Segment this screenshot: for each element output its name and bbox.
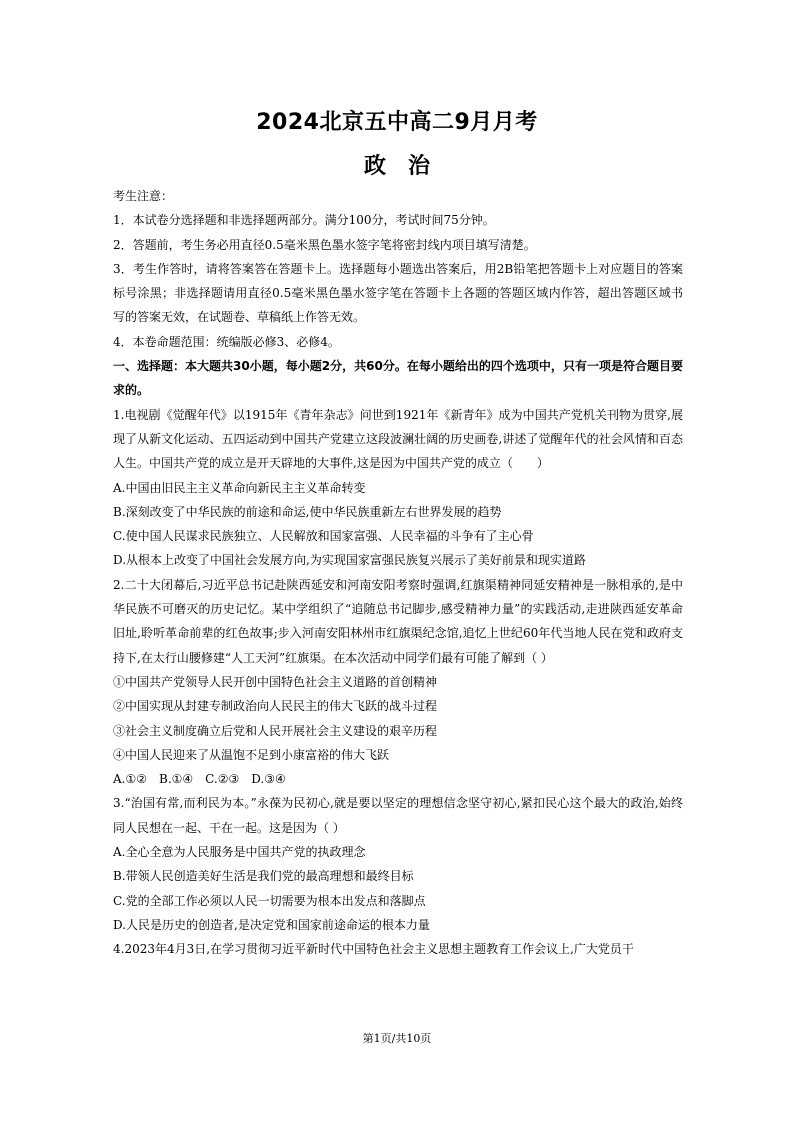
question-2-stem: 2.二十大闭幕后,习近平总书记赴陕西延安和河南安阳考察时强调,红旗渠精神同延安精神是一脉相承的,是中华民族不可磨灭的历史记忆。某中学组织了“追随总书记脚步,感受精神力量”的实践活动,走进陕西延安革命旧址,聆听革命前辈的红色故事;步入河南安阳林州市红旗渠纪念馆,追忆上世纪60年代当地人民在党和政府支持下,在太行山腰修建“人工天河”红旗渠。在本次活动中同学们最有可能了解到（ ） (113, 577, 683, 665)
question-2-item-3: ③社会主义制度确立后党和人民开展社会主义建设的艰辛历程 (113, 723, 438, 738)
question-1-option-a: A.中国由旧民主主义革命向新民主主义革命转变 (113, 480, 366, 495)
subject-title: 政 治 (363, 154, 430, 179)
question-3-option-b: B.带领人民创造美好生活是我们党的最高理想和最终目标 (113, 869, 414, 884)
question-1-option-c: C.使中国人民谋求民族独立、人民解放和国家富强、人民幸福的斗争有了主心骨 (113, 529, 534, 544)
notice-item-2: 2．答题前，考生务必用直径0.5毫米黑色墨水签字笔将密封线内项目填写清楚。 (113, 237, 536, 252)
page-number: 第1页/共10页 (362, 1032, 432, 1045)
question-1-option-b: B.深刻改变了中华民族的前途和命运,使中华民族重新左右世界发展的趋势 (113, 504, 502, 519)
question-3-option-d: D.人民是历史的创造者,是决定党和国家前途命运的根本力量 (113, 917, 430, 932)
section-heading: 一、选择题：本大题共30小题，每小题2分，共60分。在每小题给出的四个选项中，只有一项是符合题目要求的。 (113, 359, 683, 398)
question-3-option-c: C.党的全部工作必须以人民一切需要为根本出发点和落脚点 (113, 893, 426, 908)
question-2-choices: A.①② B.①④ C.②③ D.③④ (113, 772, 286, 787)
question-2-item-2: ②中国实现从封建专制政治向人民民主的伟大飞跃的战斗过程 (113, 699, 438, 714)
notice-item-1: 1．本试卷分选择题和非选择题两部分。满分100分，考试时间75分钟。 (113, 213, 495, 228)
exam-content (113, 184, 683, 962)
question-3-option-a: A.全心全意为人民服务是中国共产党的执政理念 (113, 845, 366, 860)
exam-title: 2024北京五中高二9月月考 (256, 110, 538, 135)
notice-item-3: 3．考生作答时，请将答案答在答题卡上。选择题每小题选出答案后，用2B铅笔把答题卡上对应题目的答案标号涂黑；非选择题请用直径0.5毫米黑色墨水签字笔在答题卡上各题的答题区域内作答，超出答题区域书写的答案无效，在试题卷、草稿纸上作答无效。 (113, 261, 683, 325)
notice-item-4: 4．本卷命题范围：统编版必修3、必修4。 (113, 334, 340, 349)
question-3-stem: 3.“治国有常,而利民为本。”永葆为民初心,就是要以坚定的理想信念坚守初心,紧扣民心这个最大的政治,始终同人民想在一起、干在一起。这是因为（ ） (113, 796, 683, 835)
question-2-item-4: ④中国人民迎来了从温饱不足到小康富裕的伟大飞跃 (113, 747, 390, 762)
question-1-stem: 1.电视剧《觉醒年代》以1915年《青年杂志》问世到1921年《新青年》成为中国共产党机关刊物为贯穿,展现了从新文化运动、五四运动到中国共产党建立这段波澜壮阔的历史画卷,讲述了觉醒年代的社会风情和百态人生。中国共产党的成立是开天辟地的大事件,这是因为中国共产党的成立（ ） (113, 407, 683, 471)
question-2-item-1: ①中国共产党领导人民开创中国特色社会主义道路的首创精神 (113, 674, 438, 689)
notice-heading: 考生注意： (113, 189, 174, 203)
question-1-option-d: D.从根本上改变了中国社会发展方向,为实现国家富强民族复兴展示了美好前景和现实道路 (113, 553, 586, 568)
question-4-stem: 4.2023年4月3日,在学习贯彻习近平新时代中国特色社会主义思想主题教育工作会议上,广大党员干 (113, 942, 634, 957)
